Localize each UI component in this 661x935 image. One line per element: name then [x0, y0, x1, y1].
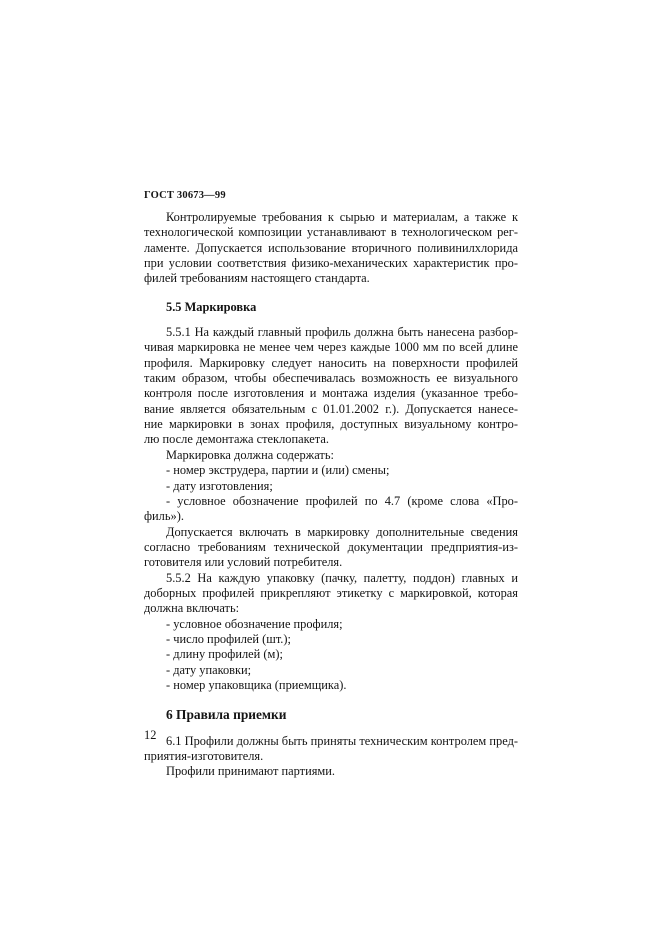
text-line: вание является обязательным с 01.01.2002 г.). Допускается нанесе- [144, 401, 518, 416]
text-line: таким образом, чтобы обеспечивалась возможность ее визуального [144, 371, 518, 386]
text-line: 5.5.1 На каждый главный профиль должна быть нанесена разбор- [166, 325, 518, 340]
page-content [144, 210, 518, 780]
paragraph-5-5-2 [144, 571, 518, 617]
list-item: - условное обозначение профиля; [166, 616, 343, 631]
paragraph-5-5-1 [144, 325, 518, 448]
text-line: согласно требованиям технической документации предприятия-из- [144, 539, 518, 554]
section-heading-6: 6 Правила приемки [166, 707, 287, 723]
package-label-list [144, 617, 518, 694]
list-item: - дату упаковки; [166, 662, 252, 677]
text-line: Контролируемые требования к сырью и материалам, а также к [166, 210, 518, 224]
list-label: Маркировка должна содержать: [166, 447, 334, 462]
list-item: - дату изготовления; [166, 478, 273, 493]
text-line: чивая маркировка не менее чем через каждые 1000 мм по всей длине [144, 340, 518, 355]
document-code-header: ГОСТ 30673—99 [144, 190, 226, 201]
text-line: ние маркировки в зонах профиля, доступных визуальному контро- [144, 417, 518, 432]
intro-paragraph [144, 210, 518, 287]
text-line: доборных профилей прикрепляют этикетку с маркировкой, которая [144, 585, 518, 600]
text-line: контроля после изготовления и монтажа изделия (указанное требо- [144, 386, 518, 401]
text-line: готовителя или условий потребителя. [144, 555, 343, 570]
text-line: при условии соответствия физико-механических характеристик про- [144, 256, 518, 271]
marking-content-list [144, 448, 518, 525]
text-line: технологической композиции устанавливают в технологическом рег- [144, 225, 518, 240]
list-item-continuation: филь»). [144, 509, 184, 524]
list-item: - условное обозначение профилей по 4.7 (кроме слова «Про- [166, 493, 518, 508]
text-line: профиля. Маркировку следует наносить на поверхности профилей [144, 355, 518, 370]
section-heading-5-5: 5.5 Маркировка [166, 299, 257, 314]
text-line: 6.1 Профили должны быть приняты техническим контролем пред- [166, 733, 518, 748]
text-line: филей требованиям настоящего стандарта. [144, 271, 370, 286]
page-number: 12 [144, 728, 157, 742]
list-item: - номер упаковщика (приемщика). [166, 677, 347, 692]
text-line: приятия-изготовителя. [144, 749, 264, 763]
list-item: - длину профилей (м); [166, 647, 283, 662]
text-line: лю после демонтажа стеклопакета. [144, 432, 329, 447]
list-item: - число профилей (шт.); [166, 631, 291, 646]
text-line: 5.5.2 На каждую упаковку (пачку, палетту, поддон) главных и [166, 570, 518, 585]
list-item: - номер экструдера, партии и (или) смены; [166, 463, 390, 478]
text-line: ламенте. Допускается использование вторичного поливинилхлорида [144, 240, 518, 255]
additional-info-paragraph [144, 525, 518, 571]
text-line: Допускается включать в маркировку дополнительные сведения [166, 524, 518, 539]
text-line: Профили принимают партиями. [166, 764, 335, 779]
paragraph-6-1 [144, 734, 518, 780]
text-line: должна включать: [144, 601, 240, 616]
